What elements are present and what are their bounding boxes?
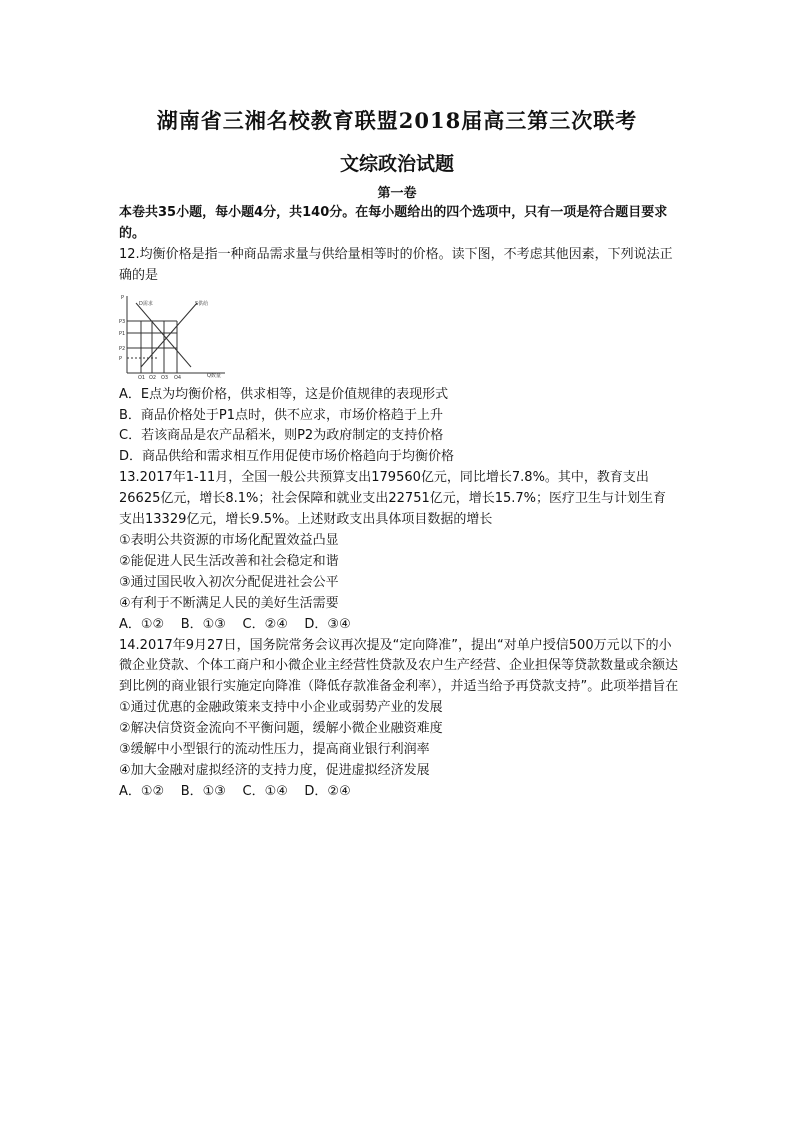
section-heading: 第一卷 (377, 186, 417, 201)
question-content (119, 203, 679, 803)
supply-label: S供给 (195, 300, 209, 307)
y-tick-p1: P1 (119, 330, 126, 337)
x-tick-q3: Q3 (161, 374, 169, 379)
y-tick-p2: P2 (119, 345, 126, 352)
x-axis-label: Q数量 (207, 372, 221, 379)
supply-demand-diagram (119, 293, 237, 379)
instructions: 本卷共35小题，每小题4分，共140分。在每小题给出的四个选项中，只有一项是符合题目要求的。 (119, 205, 668, 241)
q14-item-3: ③缓解中小型银行的流动性压力，提高商业银行利润率 (119, 742, 430, 758)
q14-item-2: ②解决信贷资金流向不平衡问题，缓解小微企业融资难度 (119, 721, 443, 737)
supply-curve (141, 303, 197, 367)
y-tick-p: P (119, 355, 123, 362)
q13-item-3: ③通过国民收入初次分配促进社会公平 (119, 574, 339, 590)
y-tick-p3: P3 (119, 318, 126, 325)
q12-option-c: C．若该商品是农产品稻米，则P2为政府制定的支持价格 (119, 428, 444, 444)
demand-label: D需求 (139, 300, 153, 307)
exam-title: 湖南省三湘名校教育联盟2018届高三第三次联考 (156, 108, 638, 133)
supply-demand-figure (119, 293, 237, 379)
x-tick-q1: Q1 (138, 374, 146, 379)
q14-item-4: ④加大金融对虚拟经济的支持力度，促进虚拟经济发展 (119, 762, 430, 778)
q13-item-4: ④有利于不断满足人民的美好生活需要 (119, 595, 339, 611)
q13-choices: A．①② B．①③ C．②④ D．③④ (119, 616, 351, 632)
q14-choices: A．①② B．①③ C．①④ D．②④ (119, 783, 351, 799)
q12-option-b: B．商品价格处于P1点时，供不应求，市场价格趋于上升 (119, 407, 444, 423)
q12-option-a: A．E点为均衡价格，供求相等，这是价值规律的表现形式 (119, 386, 449, 402)
q13-item-1: ①表明公共资源的市场化配置效益凸显 (119, 532, 339, 548)
q12-option-d: D．商品供给和需求相互作用促使市场价格趋向于均衡价格 (119, 449, 455, 465)
x-tick-q2: Q2 (149, 374, 157, 379)
exam-subtitle: 文综政治试题 (339, 153, 454, 175)
q13-item-2: ②能促进人民生活改善和社会稳定和谐 (119, 553, 339, 569)
q14-item-1: ①通过优惠的金融政策来支持中小企业或弱势产业的发展 (119, 700, 443, 716)
x-tick-q4: Q4 (174, 374, 182, 379)
y-axis-label: P (121, 294, 125, 301)
q12-stem: 12.均衡价格是指一种商品需求量与供给量相等时的价格。读下图，不考虑其他因素，下列说法正确的是 (119, 246, 673, 283)
q13-stem: 13.2017年1-11月，全国一般公共预算支出179560亿元，同比增长7.8%。其中，教育支出26625亿元，增长8.1%；社会保障和就业支出22751亿元，增长15.7%；医疗卫生与计划生育支出13329亿元，增长9.5%。上述财政支出具体项目数据的增长 (119, 470, 667, 528)
q14-stem: 14.2017年9月27日，国务院常务会议再次提及“定向降准”，提出“对单户授信500万元以下的小微企业贷款、个体工商户和小微企业主经营性贷款及农户生产经营、企业担保等贷款数量或余额达到比例的商业银行实施定向降准（降低存款准备金利率），并适当给予再贷款支持”。此项举措旨在 (119, 637, 679, 695)
